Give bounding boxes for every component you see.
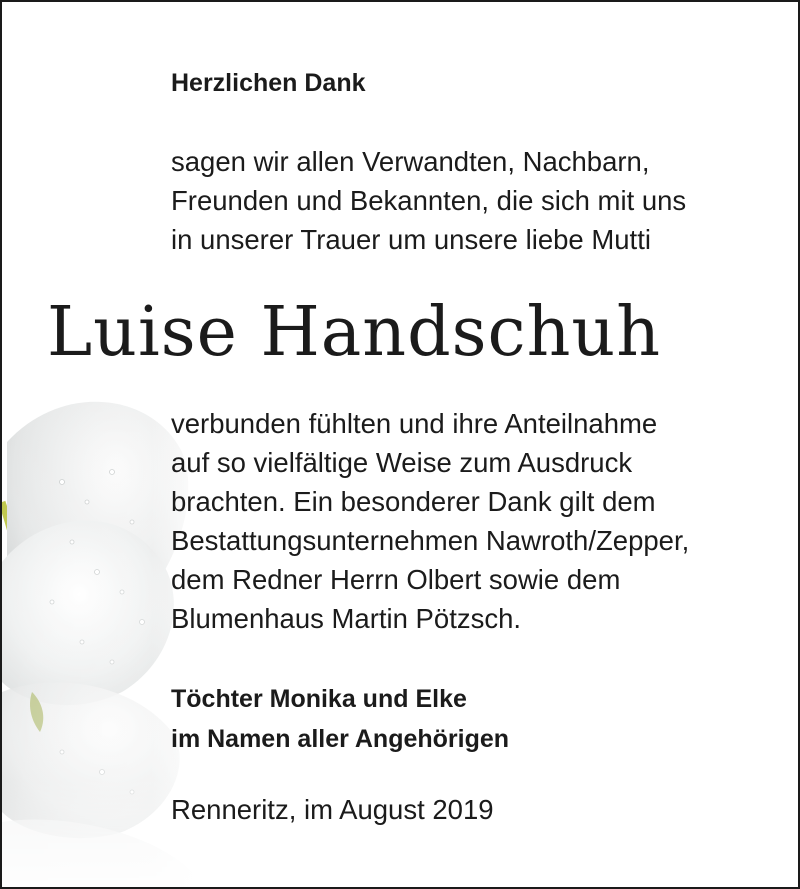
body-line: verbunden fühlten und ihre Anteilnahme (171, 408, 658, 439)
intro-line: sagen wir allen Verwandten, Nachbarn, (171, 146, 650, 177)
body-line: auf so vielfältige Weise zum Ausdruck (171, 447, 633, 478)
body-line: brachten. Ein besonderer Dank gilt dem (171, 486, 656, 517)
body-paragraph (171, 404, 689, 638)
place-date: Renneritz, im August 2019 (171, 794, 494, 825)
body-line: Bestattungsunternehmen Nawroth/Zepper, (171, 525, 690, 556)
heading: Herzlichen Dank (171, 69, 366, 97)
body-line: dem Redner Herrn Olbert sowie dem (171, 564, 621, 595)
signature-line: Töchter Monika und Elke (171, 685, 467, 713)
body-line: Blumenhaus Martin Pötzsch. (171, 603, 522, 634)
signature-line: im Namen aller Angehörigen (171, 725, 510, 753)
intro-line: Freunden und Bekannten, die sich mit uns (171, 185, 687, 216)
intro-line: in unserer Trauer um unsere liebe Mutti (171, 224, 651, 255)
intro-paragraph (171, 142, 686, 259)
signature (171, 679, 509, 759)
deceased-name: Luise Handschuh (47, 293, 661, 372)
